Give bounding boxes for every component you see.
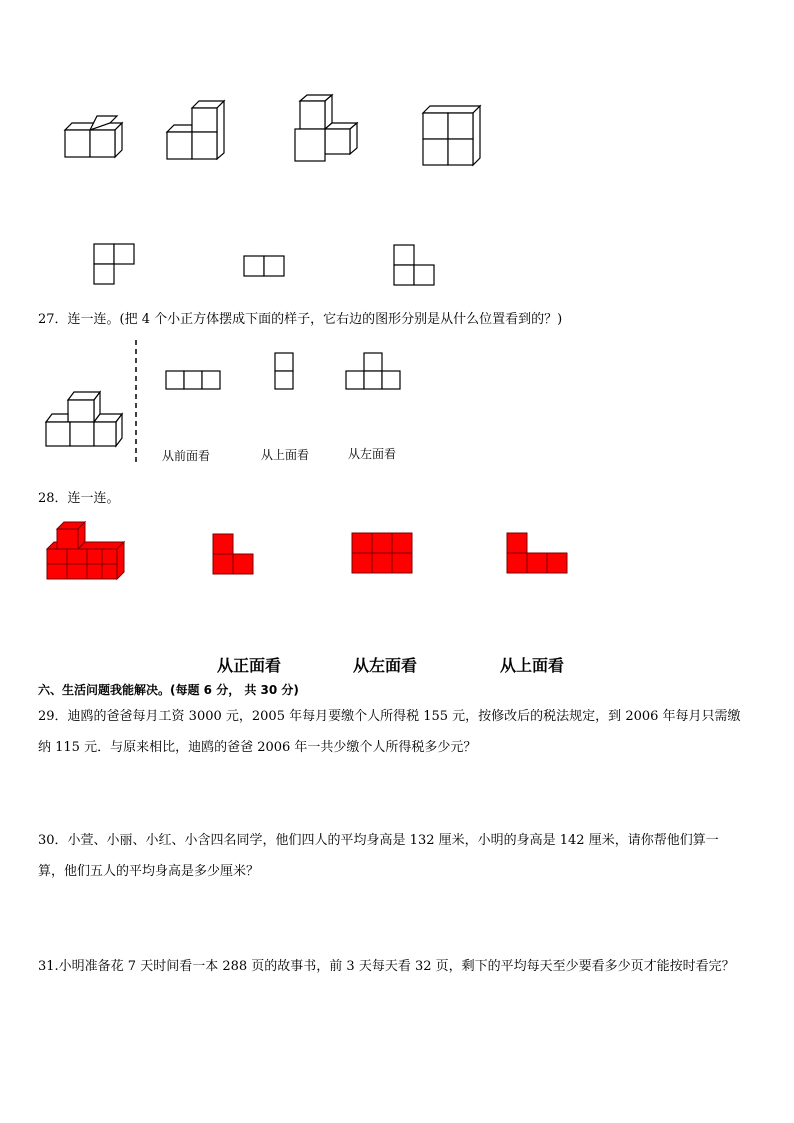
label-front-view: 从前面看 bbox=[162, 449, 211, 463]
cube-figure-3 bbox=[290, 93, 365, 168]
label-left-view: 从左面看 bbox=[348, 447, 397, 461]
label-top-view: 从上面看 bbox=[261, 448, 310, 462]
question-30-line-1: 30．小萱、小丽、小红、小含四名同学，他们四人的平均身高是 132 厘米，小明的身高是 142 厘米，请你帮他们算一 bbox=[38, 833, 719, 848]
q27-view-column-two bbox=[274, 352, 296, 392]
q28-red-view-l-shape bbox=[212, 533, 257, 578]
question-29-line-1: 29．迪鸥的爸爸每月工资 3000 元，2005 年每月要缴个人所得税 155 元，按修改后的税法规定，到 2006 年每月只需缴 bbox=[38, 709, 741, 724]
q27-view-t-shape bbox=[345, 352, 405, 392]
question-31-line-1: 31.小明准备花 7 天时间看一本 288 页的故事书，前 3 天每天看 32 页，剩下的平均每天至少要看多少页才能按时看完？ bbox=[38, 959, 735, 974]
label-front-view-bold: 从正面看 bbox=[217, 656, 282, 675]
cube-figure-1 bbox=[60, 100, 130, 170]
cube-figure-4 bbox=[418, 103, 488, 173]
view-shape-3 bbox=[392, 243, 442, 293]
question-30-line-2: 算，他们五人的平均身高是多少厘米？ bbox=[38, 864, 260, 879]
dashed-divider bbox=[134, 340, 138, 465]
q28-red-cube-figure bbox=[45, 520, 130, 582]
view-shape-1 bbox=[92, 242, 142, 292]
label-top-view-bold: 从上面看 bbox=[500, 656, 565, 675]
question-28-text: 28．连一连。 bbox=[38, 491, 120, 506]
q27-cube-figure bbox=[44, 388, 129, 458]
view-shape-2 bbox=[242, 254, 292, 284]
question-27-text: 27．连一连。(把 4 个小正方体摆成下面的样子，它右边的图形分别是从什么位置看到的？) bbox=[38, 312, 563, 327]
q28-red-view-step bbox=[506, 532, 571, 577]
cube-figure-2 bbox=[162, 98, 232, 168]
q27-view-row-three bbox=[165, 370, 225, 392]
label-left-view-bold: 从左面看 bbox=[353, 656, 418, 675]
section-6-title: 六、生活问题我能解决。(每题 6 分， 共 30 分) bbox=[38, 683, 299, 697]
q28-red-view-grid bbox=[351, 532, 413, 577]
question-29-line-2: 纳 115 元．与原来相比，迪鸥的爸爸 2006 年一共少缴个人所得税多少元？ bbox=[38, 740, 477, 755]
